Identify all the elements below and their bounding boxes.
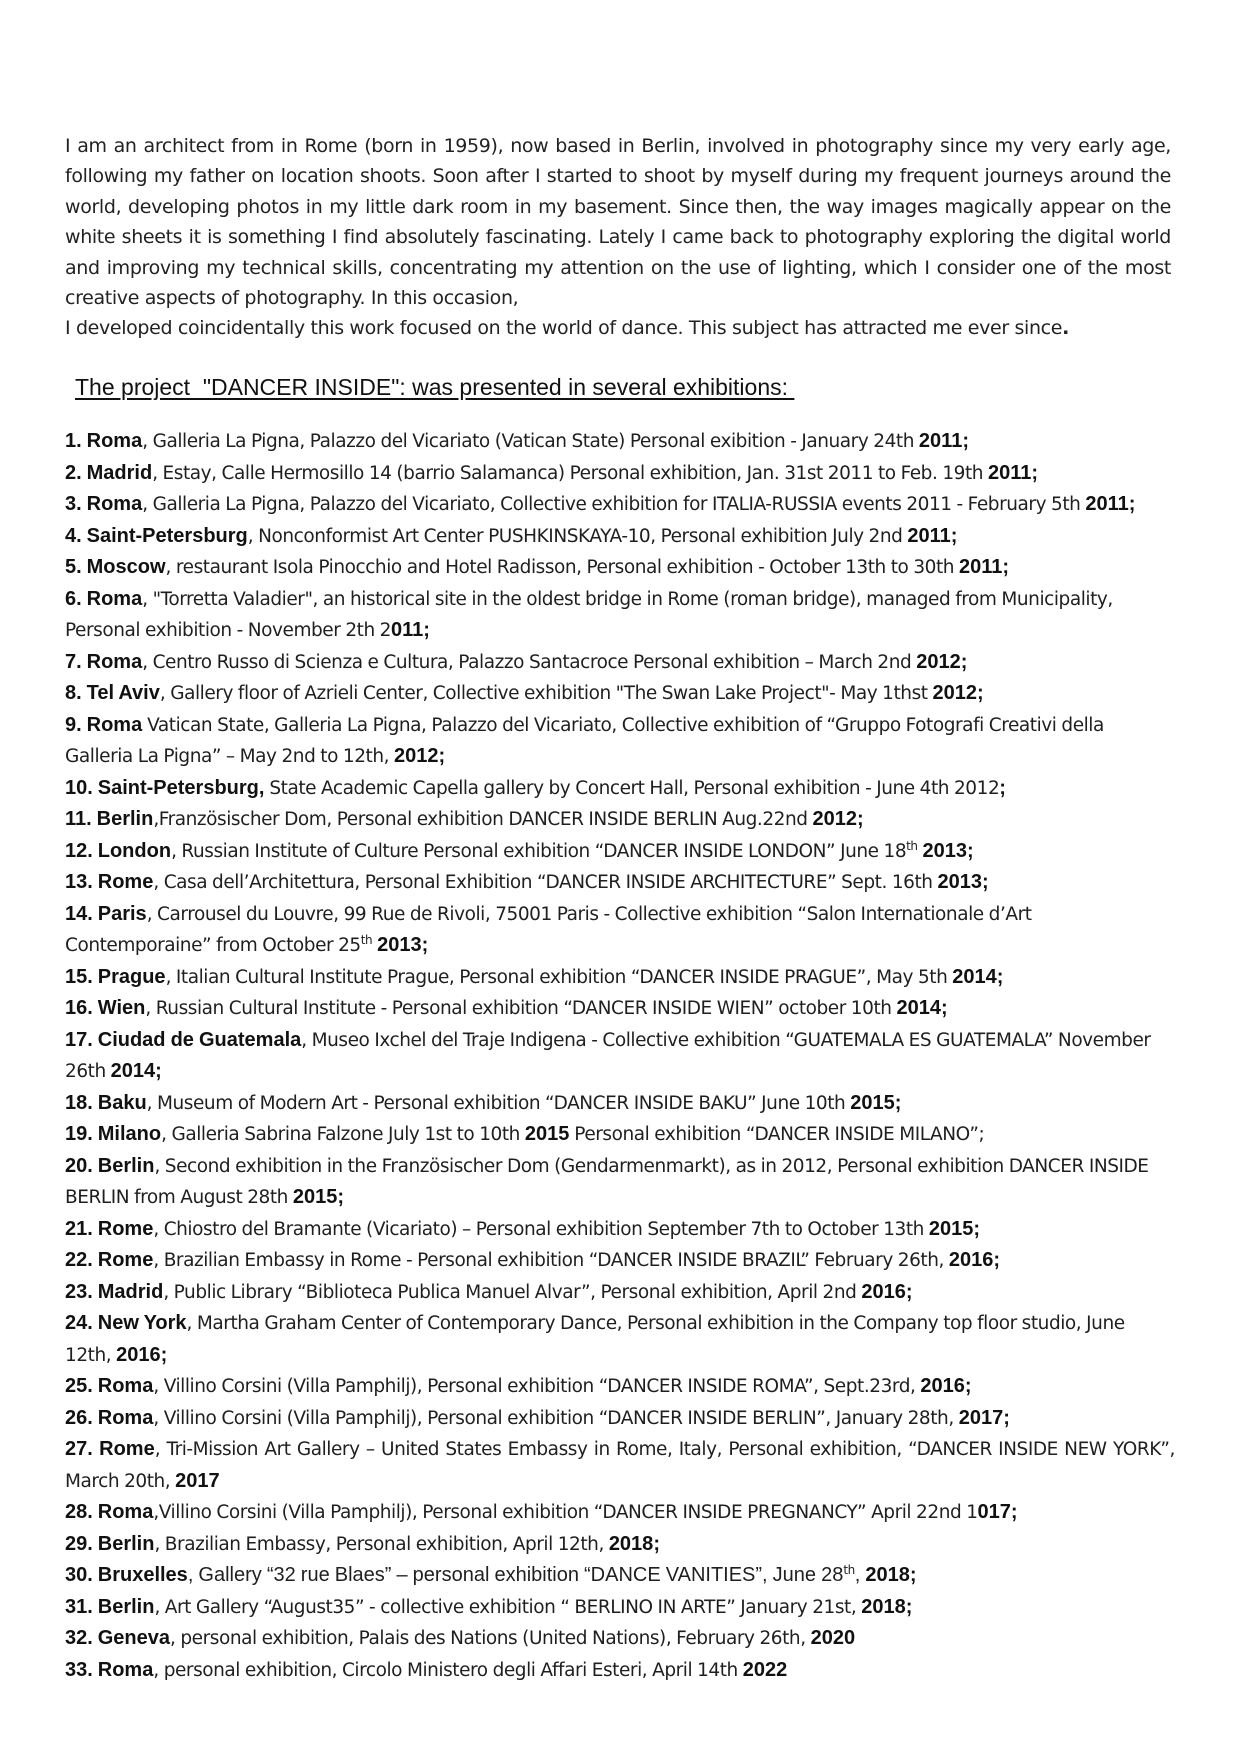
exhibition-item — [65, 899, 1175, 962]
exhibition-number: 28. — [65, 1501, 93, 1523]
exhibition-tail: ; — [337, 1186, 345, 1208]
exhibition-tail: ; — [960, 650, 968, 673]
exhibition-tail: ; — [423, 619, 430, 641]
exhibition-number: 3. — [65, 493, 82, 515]
exhibition-number: 2. — [65, 461, 82, 484]
exhibition-city: Saint-Petersburg, — [97, 776, 265, 799]
exhibition-tail: ; — [1128, 493, 1136, 515]
exhibition-details: , Nonconformist Art Center PUSHKINSKAYA-10, Personal exhibition July 2nd — [247, 525, 908, 547]
exhibition-item — [65, 804, 1175, 836]
exhibition-tail: ; — [905, 1595, 913, 1618]
exhibition-year: 2011 — [958, 556, 1003, 578]
exhibition-details: , Second exhibition in the Französischer Dom (Gendarmenmarkt), as in 2012, Personal exhibition DANCER INSIDE BERLIN from August 28th — [65, 1155, 1149, 1208]
exhibitions-list — [65, 426, 1175, 1686]
exhibition-details: , Martha Graham Center of Contemporary Dance, Personal exhibition in the Company top floor studio, June 12th, — [65, 1313, 1125, 1366]
exhibition-details: , Brazilian Embassy in Rome - Personal exhibition “DANCER INSIDE BRAZIL” February 26th, — [153, 1250, 949, 1271]
exhibition-year: 2013 — [922, 839, 968, 862]
exhibition-number: 21. — [65, 1217, 93, 1240]
exhibition-city: Saint-Petersburg — [86, 524, 248, 547]
exhibition-year: 011 — [390, 619, 424, 641]
exhibition-tail: ; — [999, 776, 1006, 799]
exhibition-year: 2012 — [932, 682, 977, 704]
exhibition-year: 2016 — [948, 1249, 994, 1271]
exhibition-tail: ; — [973, 1217, 981, 1240]
exhibition-year: 2012 — [812, 808, 857, 830]
exhibition-number: 17. — [65, 1028, 93, 1051]
exhibition-details: , Centro Russo di Scienza e Cultura, Palazzo Santacroce Personal exhibition – March 2nd — [142, 651, 917, 673]
exhibition-number: 22. — [65, 1249, 93, 1271]
exhibition-item — [65, 1245, 1175, 1277]
exhibition-year: 2018 — [865, 1564, 910, 1586]
exhibition-item — [65, 1119, 1175, 1151]
exhibition-year: 2011 — [987, 461, 1032, 484]
exhibition-year: 2016 — [861, 1280, 906, 1303]
exhibition-number: 31. — [65, 1595, 93, 1618]
exhibition-details: , Russian Cultural Institute - Personal exhibition “DANCER INSIDE WIEN” october 10th — [145, 998, 897, 1019]
exhibition-city: Roma — [86, 713, 143, 736]
exhibition-city: Rome — [99, 1438, 155, 1460]
exhibition-year: 2018 — [861, 1595, 906, 1618]
exhibition-number: 16. — [65, 997, 93, 1019]
exhibition-city: Madrid — [97, 1280, 164, 1303]
exhibition-year: 2015 — [850, 1091, 895, 1114]
exhibition-tail: ; — [1003, 1406, 1010, 1429]
exhibition-number: 8. — [65, 682, 82, 704]
exhibition-tail: ; — [857, 808, 864, 830]
exhibition-tail: ; — [1002, 556, 1010, 578]
exhibition-number: 11. — [65, 808, 92, 830]
exhibition-number: 32. — [65, 1627, 93, 1649]
exhibition-year: 2015 — [928, 1217, 974, 1240]
exhibition-details: , Casa dell’Architettura, Personal Exhibition “DANCER INSIDE ARCHITECTURE” Sept. 16th — [153, 872, 938, 893]
exhibition-item — [65, 1529, 1175, 1561]
exhibition-tail: ; — [438, 745, 446, 767]
exhibition-year: 2014 — [110, 1060, 156, 1082]
exhibition-number: 14. — [65, 902, 93, 925]
exhibition-city: Rome — [97, 1217, 154, 1240]
exhibition-details: , Galleria Sabrina Falzone July 1st to 10th — [161, 1124, 525, 1145]
exhibition-details: , Gallery floor of Azrieli Center, Collective exhibition "The Swan Lake Project"- May 1thst — [159, 683, 933, 704]
exhibition-item — [65, 1151, 1175, 1214]
exhibition-tail: ; — [909, 1564, 917, 1586]
exhibition-tail: ; — [1010, 1501, 1018, 1523]
exhibition-number: 33. — [65, 1658, 93, 1681]
exhibition-details: , Villino Corsini (Villa Pamphilj), Personal exhibition “DANCER INSIDE ROMA”, Sept.23rd, — [153, 1376, 921, 1397]
exhibition-year: 2018 — [608, 1532, 654, 1555]
exhibition-details: , Public Library “Biblioteca Publica Manuel Alvar”, Personal exhibition, April 2nd — [163, 1281, 862, 1303]
exhibition-year: 017 — [977, 1501, 1011, 1523]
exhibition-item — [65, 867, 1175, 899]
exhibition-number: 27. — [65, 1438, 93, 1460]
exhibition-tail: ; — [967, 839, 974, 862]
exhibition-details: , personal exhibition, Circolo Ministero degli Affari Esteri, April 14th — [153, 1659, 743, 1681]
exhibition-year: 2012 — [916, 650, 961, 673]
exhibition-number: 12. — [65, 839, 93, 862]
exhibition-item — [65, 1560, 1175, 1592]
exhibition-details: , Gallery “32 rue Blaes” – personal exhibition “DANCE VANITIES”, June 28 — [187, 1564, 844, 1586]
exhibition-number: 4. — [65, 524, 82, 547]
exhibition-item — [65, 489, 1175, 521]
exhibition-city: London — [97, 839, 172, 862]
exhibition-city: Paris — [97, 902, 147, 925]
exhibition-details: , Estay, Calle Hermosillo 14 (barrio Salamanca) Personal exhibition, Jan. 31st 2011 to Feb. 19th — [152, 462, 988, 484]
exhibition-city: Berlin — [97, 1154, 155, 1177]
exhibition-tail: ; — [894, 1091, 902, 1114]
exhibition-number: 18. — [65, 1091, 93, 1114]
exhibition-city: Berlin — [96, 808, 154, 830]
exhibition-item — [65, 1655, 1175, 1687]
exhibitions-heading: The project "DANCER INSIDE": was presented in several exhibitions: — [75, 374, 795, 400]
exhibition-details: Vatican State, Galleria La Pigna, Palazzo del Vicariato, Collective exhibition of “Gruppo Fotografi Creativi della Galleria La Pigna” – May 2nd to 12th, — [65, 714, 1104, 767]
exhibition-item — [65, 426, 1175, 458]
intro-last-line: I developed coincidentally this work focused on the world of dance. This subject has attracted me ever since — [65, 317, 1063, 340]
exhibition-item — [65, 521, 1175, 553]
exhibition-item — [65, 1308, 1175, 1371]
exhibition-item — [65, 647, 1175, 679]
exhibition-city: Milano — [97, 1123, 162, 1145]
exhibition-ordinal: th — [360, 932, 373, 947]
exhibition-city: Wien — [97, 997, 146, 1019]
exhibition-item — [65, 678, 1175, 710]
exhibition-tail: ; — [421, 934, 429, 956]
exhibition-city: New York — [97, 1312, 187, 1334]
exhibition-number: 23. — [65, 1280, 93, 1303]
exhibition-city: Geneva — [97, 1627, 171, 1649]
exhibition-tail: Personal exhibition “DANCER INSIDE MILANO”; — [569, 1124, 985, 1145]
exhibition-city: Berlin — [97, 1532, 155, 1555]
exhibition-number: 26. — [65, 1406, 93, 1429]
exhibition-city: Prague — [97, 965, 166, 988]
exhibition-city: Berlin — [97, 1595, 155, 1618]
exhibition-number: 20. — [65, 1154, 93, 1177]
exhibition-details-cont: , — [854, 1564, 866, 1586]
exhibition-year: 2013 — [377, 934, 422, 956]
exhibition-number: 1. — [65, 430, 82, 452]
exhibition-year: 2017 — [175, 1469, 220, 1492]
exhibition-tail: ; — [977, 682, 984, 704]
exhibition-city: Roma — [86, 493, 143, 515]
exhibition-details: State Academic Capella gallery by Concert Hall, Personal exhibition - June 4th 2012 — [264, 777, 1000, 799]
exhibition-number: 6. — [65, 587, 82, 610]
exhibition-year: 2015 — [292, 1186, 338, 1208]
exhibition-year: 2016 — [920, 1375, 965, 1397]
exhibition-number: 15. — [65, 965, 93, 988]
exhibition-item — [65, 552, 1175, 584]
exhibition-item — [65, 1623, 1175, 1655]
exhibition-details: , Italian Cultural Institute Prague, Personal exhibition “DANCER INSIDE PRAGUE”, May 5th — [165, 966, 953, 988]
exhibition-number: 25. — [65, 1375, 93, 1397]
intro-body: I am an architect from in Rome (born in 1959), now based in Berlin, involved in photography since my very early age, following my father on location shoots. Soon after I started to shoot by myself during my frequent journeys around the world, developing photos in my little dark room in my basement. Since then, the way images magically appear on the white sheets it is something I find absolutely fascinating. Lately I came back to photography exploring the digital world and improving my technical skills, concentrating my attention on the use of lighting, which I consider one of the most creative aspects of photography. In this occasion, — [65, 135, 1171, 310]
exhibition-details: , Galleria La Pigna, Palazzo del Vicariato, Collective exhibition for ITALIA-RUSSIA events 2011 - February 5th — [142, 494, 1086, 515]
exhibition-item — [65, 1025, 1175, 1088]
exhibition-year: 2017 — [958, 1406, 1004, 1429]
exhibition-number: 7. — [65, 650, 82, 673]
exhibition-details: , "Torretta Valadier", an historical site in the oldest bridge in Rome (roman bridge), managed from Municipality, Personal exhibition - November 2th 2 — [65, 588, 1113, 641]
exhibition-city: Baku — [97, 1091, 147, 1114]
exhibition-year: 2011 — [918, 430, 963, 452]
exhibition-tail: ; — [962, 430, 969, 452]
exhibition-details: , Carrousel du Louvre, 99 Rue de Rivoli, 75001 Paris - Collective exhibition “Salon Internationale d’Art Contemporaine” from October 25 — [65, 903, 1032, 956]
exhibition-tail: ; — [964, 1375, 972, 1397]
exhibition-city: Roma — [97, 1501, 154, 1523]
exhibition-year: 2014 — [952, 965, 997, 988]
exhibition-number: 9. — [65, 713, 82, 736]
exhibition-item — [65, 1434, 1175, 1497]
exhibition-item — [65, 458, 1175, 490]
exhibition-tail: ; — [996, 965, 1004, 988]
exhibition-item — [65, 584, 1175, 647]
exhibition-city: Moscow — [86, 556, 166, 578]
exhibition-item — [65, 773, 1175, 805]
exhibition-item — [65, 1088, 1175, 1120]
exhibition-year: 2011 — [1085, 493, 1129, 515]
exhibition-year: 2022 — [742, 1658, 788, 1681]
exhibition-item — [65, 1592, 1175, 1624]
exhibition-item — [65, 962, 1175, 994]
exhibition-city: Roma — [86, 650, 143, 673]
exhibition-details: , Villino Corsini (Villa Pamphilj), Personal exhibition “DANCER INSIDE BERLIN”, January 28th, — [153, 1407, 959, 1429]
exhibition-city: Madrid — [86, 461, 153, 484]
intro-paragraph — [65, 131, 1171, 344]
exhibition-number: 19. — [65, 1123, 93, 1145]
exhibition-tail: ; — [1031, 461, 1039, 484]
exhibition-tail: ; — [950, 524, 958, 547]
exhibition-number: 10. — [65, 776, 93, 799]
exhibition-year: 2014 — [896, 997, 941, 1019]
exhibition-details: , Museo Ixchel del Traje Indigena - Collective exhibition “GUATEMALA ES GUATEMALA” November 26th — [65, 1029, 1151, 1082]
exhibition-details: ,Französischer Dom, Personal exhibition DANCER INSIDE BERLIN Aug.22nd — [153, 809, 813, 830]
exhibition-details: , Brazilian Embassy, Personal exhibition, April 12th, — [154, 1533, 609, 1555]
intro-last-period: . — [1062, 317, 1069, 340]
exhibition-details: , Russian Institute of Culture Personal exhibition “DANCER INSIDE LONDON” June 18 — [171, 840, 907, 862]
exhibition-year: 2013 — [937, 871, 982, 893]
exhibition-number: 13. — [65, 871, 93, 893]
exhibition-details: , Chiostro del Bramante (Vicariato) – Personal exhibition September 7th to October 13th — [153, 1218, 929, 1240]
exhibition-item — [65, 1497, 1175, 1529]
exhibition-details: ,Villino Corsini (Villa Pamphilj), Personal exhibition “DANCER INSIDE PREGNANCY” April 22nd 1 — [153, 1502, 978, 1523]
exhibition-ordinal: th — [843, 1562, 855, 1577]
exhibition-city: Tel Aviv — [86, 682, 160, 704]
exhibition-tail: ; — [981, 871, 989, 893]
exhibition-details: , Galleria La Pigna, Palazzo del Vicariato (Vatican State) Personal exibition - January 24th — [142, 431, 919, 452]
exhibition-item — [65, 710, 1175, 773]
exhibition-year: 2020 — [810, 1627, 856, 1649]
exhibition-ordinal: th — [906, 838, 918, 853]
exhibition-item — [65, 836, 1175, 868]
exhibition-city: Roma — [97, 1658, 154, 1681]
exhibition-number: 29. — [65, 1532, 93, 1555]
exhibition-tail: ; — [160, 1343, 168, 1366]
exhibition-details: , restaurant Isola Pinocchio and Hotel Radisson, Personal exhibition - October 13th to 30th — [165, 557, 959, 578]
exhibition-item — [65, 1214, 1175, 1246]
exhibition-year: 2011 — [907, 524, 951, 547]
exhibition-tail: ; — [993, 1249, 1000, 1271]
exhibition-item — [65, 1371, 1175, 1403]
exhibition-tail: ; — [653, 1532, 660, 1555]
exhibition-tail: ; — [940, 997, 948, 1019]
exhibition-city: Ciudad de Guatemala — [97, 1028, 302, 1051]
exhibition-details: , personal exhibition, Palais des Nations (United Nations), February 26th, — [170, 1628, 811, 1649]
exhibition-city: Rome — [97, 871, 154, 893]
exhibition-year: 2012 — [394, 745, 439, 767]
exhibition-city: Rome — [97, 1249, 154, 1271]
exhibition-city: Roma — [86, 587, 143, 610]
exhibition-number: 30. — [65, 1564, 93, 1586]
exhibition-city: Roma — [86, 430, 143, 452]
exhibition-number: 24. — [65, 1312, 93, 1334]
exhibition-details: , Tri-Mission Art Gallery – United States Embassy in Rome, Italy, Personal exhibition, “DANCER INSIDE NEW YORK”, March 20th, — [65, 1439, 1175, 1492]
exhibition-city: Roma — [97, 1406, 154, 1429]
exhibition-city: Bruxelles — [97, 1564, 188, 1586]
exhibition-details: , Art Gallery “August35” - collective exhibition “ BERLINO IN ARTE” January 21st, — [154, 1596, 862, 1618]
exhibition-tail: ; — [905, 1280, 913, 1303]
exhibition-item — [65, 993, 1175, 1025]
exhibition-number: 5. — [65, 556, 82, 578]
exhibition-item — [65, 1277, 1175, 1309]
exhibition-year: 2015 — [524, 1123, 570, 1145]
exhibition-city: Roma — [97, 1375, 154, 1397]
exhibition-item — [65, 1403, 1175, 1435]
exhibition-tail: ; — [155, 1060, 162, 1082]
exhibition-year: 2016 — [116, 1343, 161, 1366]
exhibition-details: , Museum of Modern Art - Personal exhibition “DANCER INSIDE BAKU” June 10th — [146, 1092, 851, 1114]
